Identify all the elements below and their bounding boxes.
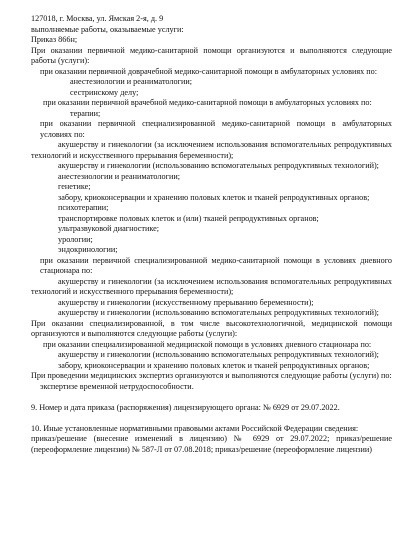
- works-intro: выполняемые работы, оказываемые услуги:: [31, 24, 184, 34]
- primary-care-intro: При оказании первичной медико-санитарной помощи организуются и выполняются следующие работы (услуги):: [31, 45, 392, 65]
- specialized-outpatient-item: акушерству и гинекологии (за исключением использования вспомогательных репродуктивных технологий и искусственного прерывания беременности);: [31, 140, 392, 160]
- specialized-outpatient-heading: при оказании первичной специализированной медико-санитарной помощи в амбулаторных условиях по:: [40, 119, 392, 139]
- specialized-day-item: акушерству и гинекологии (искусственному прерыванию беременности);: [58, 297, 314, 307]
- specialized-day-item: акушерству и гинекологии (за исключением использования вспомогательных репродуктивных технологий и искусственного прерывания беременности);: [31, 276, 392, 296]
- address-line: 127018, г. Москва, ул. Ямская 2-я, д. 9: [31, 14, 164, 23]
- section-10-heading: 10. Иные установленные нормативными правовыми актами Российской Федерации сведения:: [31, 423, 359, 433]
- predoc-item: сестринскому делу;: [70, 87, 139, 97]
- specialized-day-heading: при оказании первичной специализированной медико-санитарной помощи в условиях дневного стационара по:: [40, 255, 392, 275]
- specialized-outpatient-item: генетике;: [58, 182, 91, 191]
- day-hospital-item: акушерству и гинекологии (использованию вспомогательных репродуктивных технологий);: [58, 350, 379, 359]
- specialized-care-intro: При оказании специализированной, в том числе высокотехнологичной, медицинской помощи организуются и выполняются следующие работы (услуги):: [31, 318, 392, 338]
- specialized-day-item: акушерству и гинекологии (использованию вспомогательных репродуктивных технологий);: [58, 308, 379, 317]
- specialized-outpatient-item: забору, криоконсервации и хранению половых клеток и тканей репродуктивных органов;: [58, 192, 370, 202]
- section-spacer: [31, 392, 392, 403]
- specialized-outpatient-item: акушерству и гинекологии (использованию вспомогательных репродуктивных технологий);: [58, 161, 379, 170]
- specialized-outpatient-item: ультразвуковой диагностике;: [58, 224, 160, 233]
- specialized-outpatient-item: психотерапии;: [58, 203, 109, 212]
- specialized-outpatient-item: урологии;: [58, 234, 93, 244]
- section-spacer: [31, 413, 392, 424]
- examinations-intro: При проведении медицинских экспертиз организуются и выполняются следующие работы (услуги) по:: [31, 371, 392, 380]
- predoc-outpatient-heading: при оказании первичной доврачебной медико-санитарной помощи в амбулаторных условиях по:: [40, 66, 377, 76]
- specialized-outpatient-item: анестезиологии и реаниматологии;: [58, 171, 180, 181]
- specialized-outpatient-item: транспортировке половых клеток и (или) тканей репродуктивных органов;: [58, 213, 319, 223]
- day-hospital-heading: при оказании специализированной медицинской помощи в условиях дневного стационара по:: [43, 339, 372, 349]
- section-9: 9. Номер и дата приказа (распоряжения) лицензирующего органа: № 6929 от 29.07.2022.: [31, 402, 340, 412]
- day-hospital-item: забору, криоконсервации и хранению половых клеток и тканей репродуктивных органов;: [58, 360, 370, 370]
- specialized-outpatient-item: эндокринологии;: [58, 245, 118, 254]
- predoc-item: анестезиологии и реаниматологии;: [70, 77, 192, 86]
- section-10-text: приказ/решение (внесение изменений в лицензию) № 6929 от 29.07.2022; приказ/решение (переоформление лицензии) № 587-Л от 07.08.2018; приказ/решение (переоформление лицензии): [31, 434, 392, 454]
- examinations-item: экспертизе временной нетрудоспособности.: [40, 381, 194, 391]
- doctor-outpatient-heading: при оказании первичной врачебной медико-санитарной помощи в амбулаторных условиях по:: [43, 98, 372, 107]
- order-line: Приказ 866н;: [31, 35, 78, 44]
- doctor-item: терапии;: [70, 108, 101, 118]
